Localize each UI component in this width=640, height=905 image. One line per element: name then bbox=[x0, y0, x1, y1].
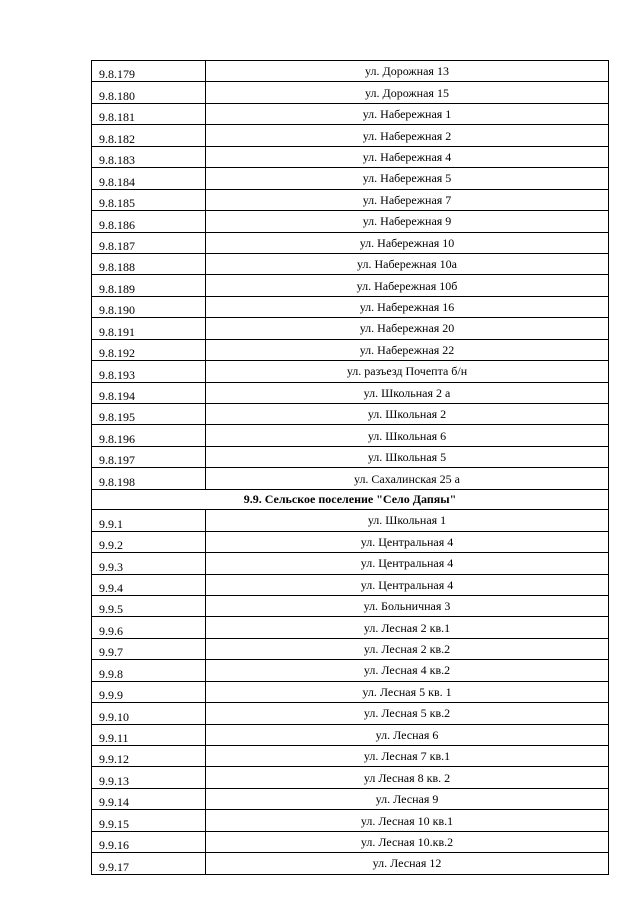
table-row bbox=[92, 638, 609, 659]
table-row bbox=[92, 681, 609, 702]
row-address: ул. Набережная 9 bbox=[206, 211, 609, 232]
row-address: ул. Школьная 2 а bbox=[206, 382, 609, 403]
row-number: 9.9.5 bbox=[92, 595, 206, 616]
row-number: 9.9.6 bbox=[92, 617, 206, 638]
table-row bbox=[92, 468, 609, 489]
table-row bbox=[92, 125, 609, 146]
row-number: 9.8.183 bbox=[92, 146, 206, 167]
row-address: ул. Школьная 1 bbox=[206, 510, 609, 531]
row-number: 9.8.197 bbox=[92, 446, 206, 467]
row-address: ул. Школьная 5 bbox=[206, 446, 609, 467]
row-address: ул. Набережная 20 bbox=[206, 318, 609, 339]
row-number: 9.8.193 bbox=[92, 361, 206, 382]
row-number: 9.9.13 bbox=[92, 767, 206, 788]
row-number: 9.8.188 bbox=[92, 253, 206, 274]
row-number: 9.9.4 bbox=[92, 574, 206, 595]
table-row bbox=[92, 531, 609, 552]
table-row bbox=[92, 404, 609, 425]
table-row bbox=[92, 724, 609, 745]
row-address: ул. Набережная 5 bbox=[206, 168, 609, 189]
row-address: ул. Лесная 10 кв.1 bbox=[206, 810, 609, 831]
row-number: 9.8.187 bbox=[92, 232, 206, 253]
table-row bbox=[92, 146, 609, 167]
row-number: 9.8.179 bbox=[92, 61, 206, 82]
row-number: 9.8.182 bbox=[92, 125, 206, 146]
section-title: 9.9. Сельское поселение "Село Дапяы" bbox=[92, 489, 609, 509]
row-address: ул. Центральная 4 bbox=[206, 574, 609, 595]
row-number: 9.9.3 bbox=[92, 553, 206, 574]
table-row bbox=[92, 617, 609, 638]
table-row bbox=[92, 425, 609, 446]
table-row bbox=[92, 318, 609, 339]
row-address: ул. Дорожная 15 bbox=[206, 82, 609, 103]
address-table bbox=[91, 60, 609, 875]
row-address: ул. Лесная 9 bbox=[206, 788, 609, 809]
row-address: ул. Школьная 6 bbox=[206, 425, 609, 446]
row-address: ул. Набережная 16 bbox=[206, 296, 609, 317]
address-table-body bbox=[92, 61, 609, 875]
row-number: 9.9.16 bbox=[92, 831, 206, 852]
row-address: ул. Набережная 1 bbox=[206, 103, 609, 124]
row-address: ул. Лесная 12 bbox=[206, 853, 609, 874]
row-address: ул. Набережная 7 bbox=[206, 189, 609, 210]
table-row bbox=[92, 553, 609, 574]
row-number: 9.8.192 bbox=[92, 339, 206, 360]
row-number: 9.9.15 bbox=[92, 810, 206, 831]
row-address: ул. Сахалинская 25 а bbox=[206, 468, 609, 489]
row-address: ул. Лесная 2 кв.2 bbox=[206, 638, 609, 659]
row-number: 9.8.181 bbox=[92, 103, 206, 124]
section-header-row bbox=[92, 489, 609, 509]
table-row bbox=[92, 232, 609, 253]
table-row bbox=[92, 168, 609, 189]
row-address: ул. Лесная 4 кв.2 bbox=[206, 660, 609, 681]
row-number: 9.8.191 bbox=[92, 318, 206, 339]
row-number: 9.8.186 bbox=[92, 211, 206, 232]
row-address: ул. Лесная 7 кв.1 bbox=[206, 746, 609, 767]
row-number: 9.9.10 bbox=[92, 703, 206, 724]
row-number: 9.8.190 bbox=[92, 296, 206, 317]
row-address: ул. Набережная 2 bbox=[206, 125, 609, 146]
row-number: 9.8.198 bbox=[92, 468, 206, 489]
row-number: 9.9.7 bbox=[92, 638, 206, 659]
row-number: 9.9.9 bbox=[92, 681, 206, 702]
row-address: ул. Больничная 3 bbox=[206, 595, 609, 616]
table-row bbox=[92, 211, 609, 232]
row-address: ул. Лесная 5 кв. 1 bbox=[206, 681, 609, 702]
row-address: ул. Набережная 10а bbox=[206, 253, 609, 274]
table-row bbox=[92, 788, 609, 809]
row-address: ул. Лесная 6 bbox=[206, 724, 609, 745]
table-row bbox=[92, 296, 609, 317]
table-row bbox=[92, 746, 609, 767]
row-number: 9.9.14 bbox=[92, 788, 206, 809]
row-address: ул. Лесная 2 кв.1 bbox=[206, 617, 609, 638]
table-row bbox=[92, 61, 609, 82]
row-address: ул. Лесная 5 кв.2 bbox=[206, 703, 609, 724]
row-address: ул. Набережная 10б bbox=[206, 275, 609, 296]
table-row bbox=[92, 831, 609, 852]
table-row bbox=[92, 103, 609, 124]
table-row bbox=[92, 574, 609, 595]
row-number: 9.8.184 bbox=[92, 168, 206, 189]
table-row bbox=[92, 510, 609, 531]
row-address: ул. Центральная 4 bbox=[206, 553, 609, 574]
row-address: ул. Центральная 4 bbox=[206, 531, 609, 552]
row-address: ул. Школьная 2 bbox=[206, 404, 609, 425]
row-address: ул. Набережная 10 bbox=[206, 232, 609, 253]
row-address: ул. Набережная 22 bbox=[206, 339, 609, 360]
table-row bbox=[92, 595, 609, 616]
row-address: ул. Лесная 10.кв.2 bbox=[206, 831, 609, 852]
row-number: 9.9.8 bbox=[92, 660, 206, 681]
row-number: 9.8.189 bbox=[92, 275, 206, 296]
row-number: 9.8.185 bbox=[92, 189, 206, 210]
table-row bbox=[92, 853, 609, 874]
row-number: 9.8.194 bbox=[92, 382, 206, 403]
row-number: 9.9.11 bbox=[92, 724, 206, 745]
table-row bbox=[92, 82, 609, 103]
table-row bbox=[92, 275, 609, 296]
row-number: 9.9.2 bbox=[92, 531, 206, 552]
table-row bbox=[92, 361, 609, 382]
table-row bbox=[92, 446, 609, 467]
row-number: 9.9.12 bbox=[92, 746, 206, 767]
row-number: 9.9.1 bbox=[92, 510, 206, 531]
row-number: 9.8.196 bbox=[92, 425, 206, 446]
row-number: 9.9.17 bbox=[92, 853, 206, 874]
document-page bbox=[91, 60, 609, 875]
table-row bbox=[92, 189, 609, 210]
table-row bbox=[92, 339, 609, 360]
table-row bbox=[92, 660, 609, 681]
table-row bbox=[92, 253, 609, 274]
row-address: ул Лесная 8 кв. 2 bbox=[206, 767, 609, 788]
table-row bbox=[92, 703, 609, 724]
table-row bbox=[92, 382, 609, 403]
table-row bbox=[92, 767, 609, 788]
row-address: ул. разъезд Почепта б/н bbox=[206, 361, 609, 382]
row-number: 9.8.195 bbox=[92, 404, 206, 425]
table-row bbox=[92, 810, 609, 831]
row-address: ул. Дорожная 13 bbox=[206, 61, 609, 82]
row-number: 9.8.180 bbox=[92, 82, 206, 103]
row-address: ул. Набережная 4 bbox=[206, 146, 609, 167]
